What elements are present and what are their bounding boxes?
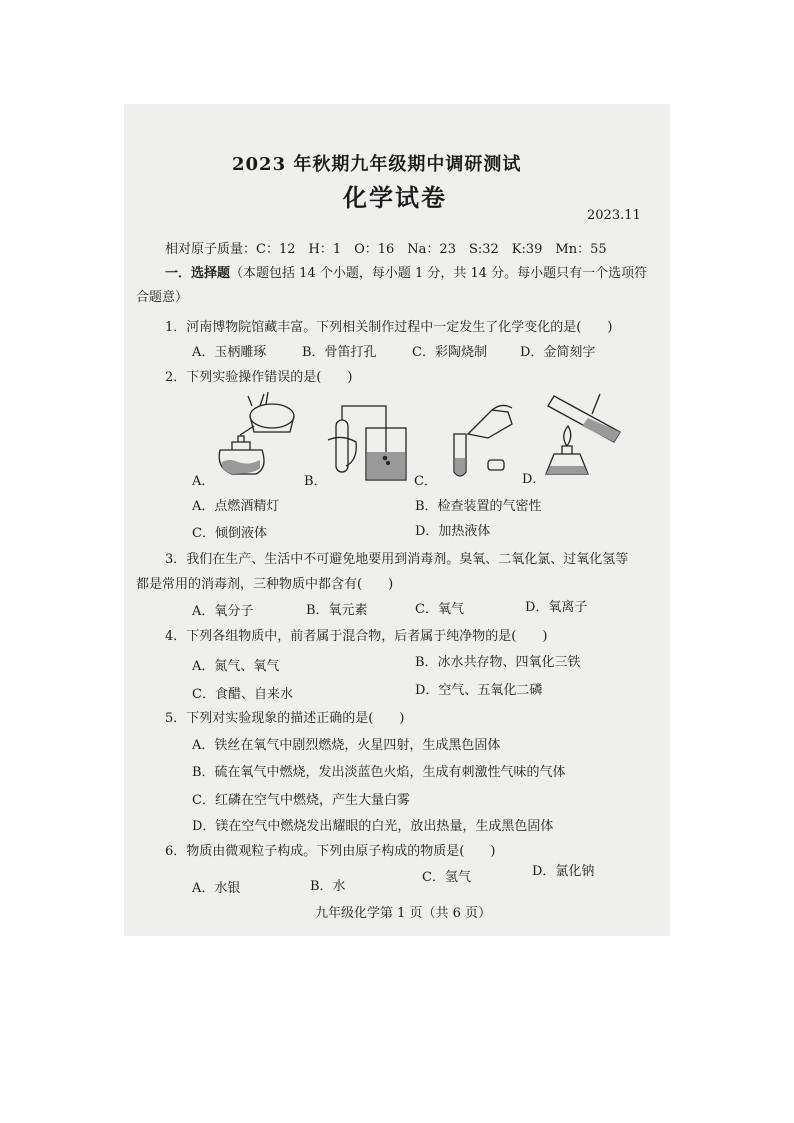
q6-option-d: D．氯化钠 <box>532 864 595 879</box>
q2-option-c: C．倾倒液体 <box>192 526 267 541</box>
section1-title: 一．选择题 <box>165 266 231 281</box>
figure-a-alcohol-lamp <box>210 388 300 480</box>
section1-note-cont: 合题意） <box>136 290 189 305</box>
q6-stem: 6．物质由微观粒子构成。下列由原子构成的物质是( ) <box>165 844 496 859</box>
q4-option-a: A．氮气、氧气 <box>192 659 280 674</box>
q2-figure-label-b: B． <box>304 474 327 489</box>
q1-stem: 1．河南博物院馆藏丰富。下列相关制作过程中一定发生了化学变化的是( ) <box>165 320 613 335</box>
q4-option-d: D．空气、五氧化二磷 <box>415 683 543 698</box>
q5-option-a: A．铁丝在氧气中剧烈燃烧，火星四射，生成黑色固体 <box>192 738 501 753</box>
q3-stem-line2: 都是常用的消毒剂，三种物质中都含有( ) <box>136 577 394 592</box>
page-footer: 九年级化学第 1 页（共 6 页） <box>315 906 492 921</box>
q1-option-c: C．彩陶烧制 <box>412 345 487 360</box>
q2-option-a: A．点燃酒精灯 <box>192 499 280 514</box>
q6-option-a: A．水银 <box>192 881 241 896</box>
q3-option-b: B．氧元素 <box>306 603 368 618</box>
q3-stem-line1: 3．我们在生产、生活中不可避免地要用到消毒剂。臭氧、二氧化氯、过氧化氢等 <box>165 552 629 567</box>
atomic-masses: 相对原子质量：C：12 H：1 O：16 Na：23 S:32 K:39 Mn：55 <box>165 242 607 257</box>
exam-date: 2023.11 <box>587 208 641 223</box>
q2-figure-label-d: D． <box>522 472 546 487</box>
q1-option-d: D．金简刻字 <box>520 345 596 360</box>
q3-option-c: C．氧气 <box>415 602 464 617</box>
q2-option-d: D．加热液体 <box>415 524 491 539</box>
q3-option-d: D．氧离子 <box>525 600 588 615</box>
exam-title: 2023 年秋期九年级期中调研测试 <box>232 154 522 175</box>
q4-option-c: C．食醋、自来水 <box>192 687 293 702</box>
q2-figure-label-a: A． <box>192 474 215 489</box>
figure-c-pour-liquid <box>432 398 528 484</box>
q1-option-b: B．骨笛打孔 <box>302 345 377 360</box>
q6-option-c: C．氢气 <box>422 870 471 885</box>
section1-heading <box>165 262 647 281</box>
section1-note: （本题包括 14 个小题，每小题 1 分，共 14 分。每小题只有一个选项符 <box>230 266 648 281</box>
figure-d-heat-liquid <box>540 390 632 482</box>
q3-option-a: A．氧分子 <box>192 604 254 619</box>
q2-stem: 2．下列实验操作错误的是( ) <box>165 370 353 385</box>
figure-b-airtightness-check <box>322 400 412 484</box>
q5-option-d: D．镁在空气中燃烧发出耀眼的白光，放出热量，生成黑色固体 <box>192 819 554 834</box>
q5-option-b: B．硫在氧气中燃烧，发出淡蓝色火焰，生成有刺激性气味的气体 <box>192 765 566 780</box>
q2-figure-label-c: C． <box>414 474 437 489</box>
q1-option-a: A．玉柄雕琢 <box>192 345 267 360</box>
q2-option-b: B．检查装置的气密性 <box>415 499 542 514</box>
q5-stem: 5．下列对实验现象的描述正确的是( ) <box>165 711 405 726</box>
exam-sheet <box>124 104 670 936</box>
q4-stem: 4．下列各组物质中，前者属于混合物，后者属于纯净物的是( ) <box>165 629 548 644</box>
q5-option-c: C．红磷在空气中燃烧，产生大量白雾 <box>192 793 410 808</box>
subject-title: 化学试卷 <box>343 183 447 212</box>
q4-option-b: B．冰水共存物、四氧化三铁 <box>415 655 581 670</box>
q6-option-b: B．水 <box>310 879 346 894</box>
